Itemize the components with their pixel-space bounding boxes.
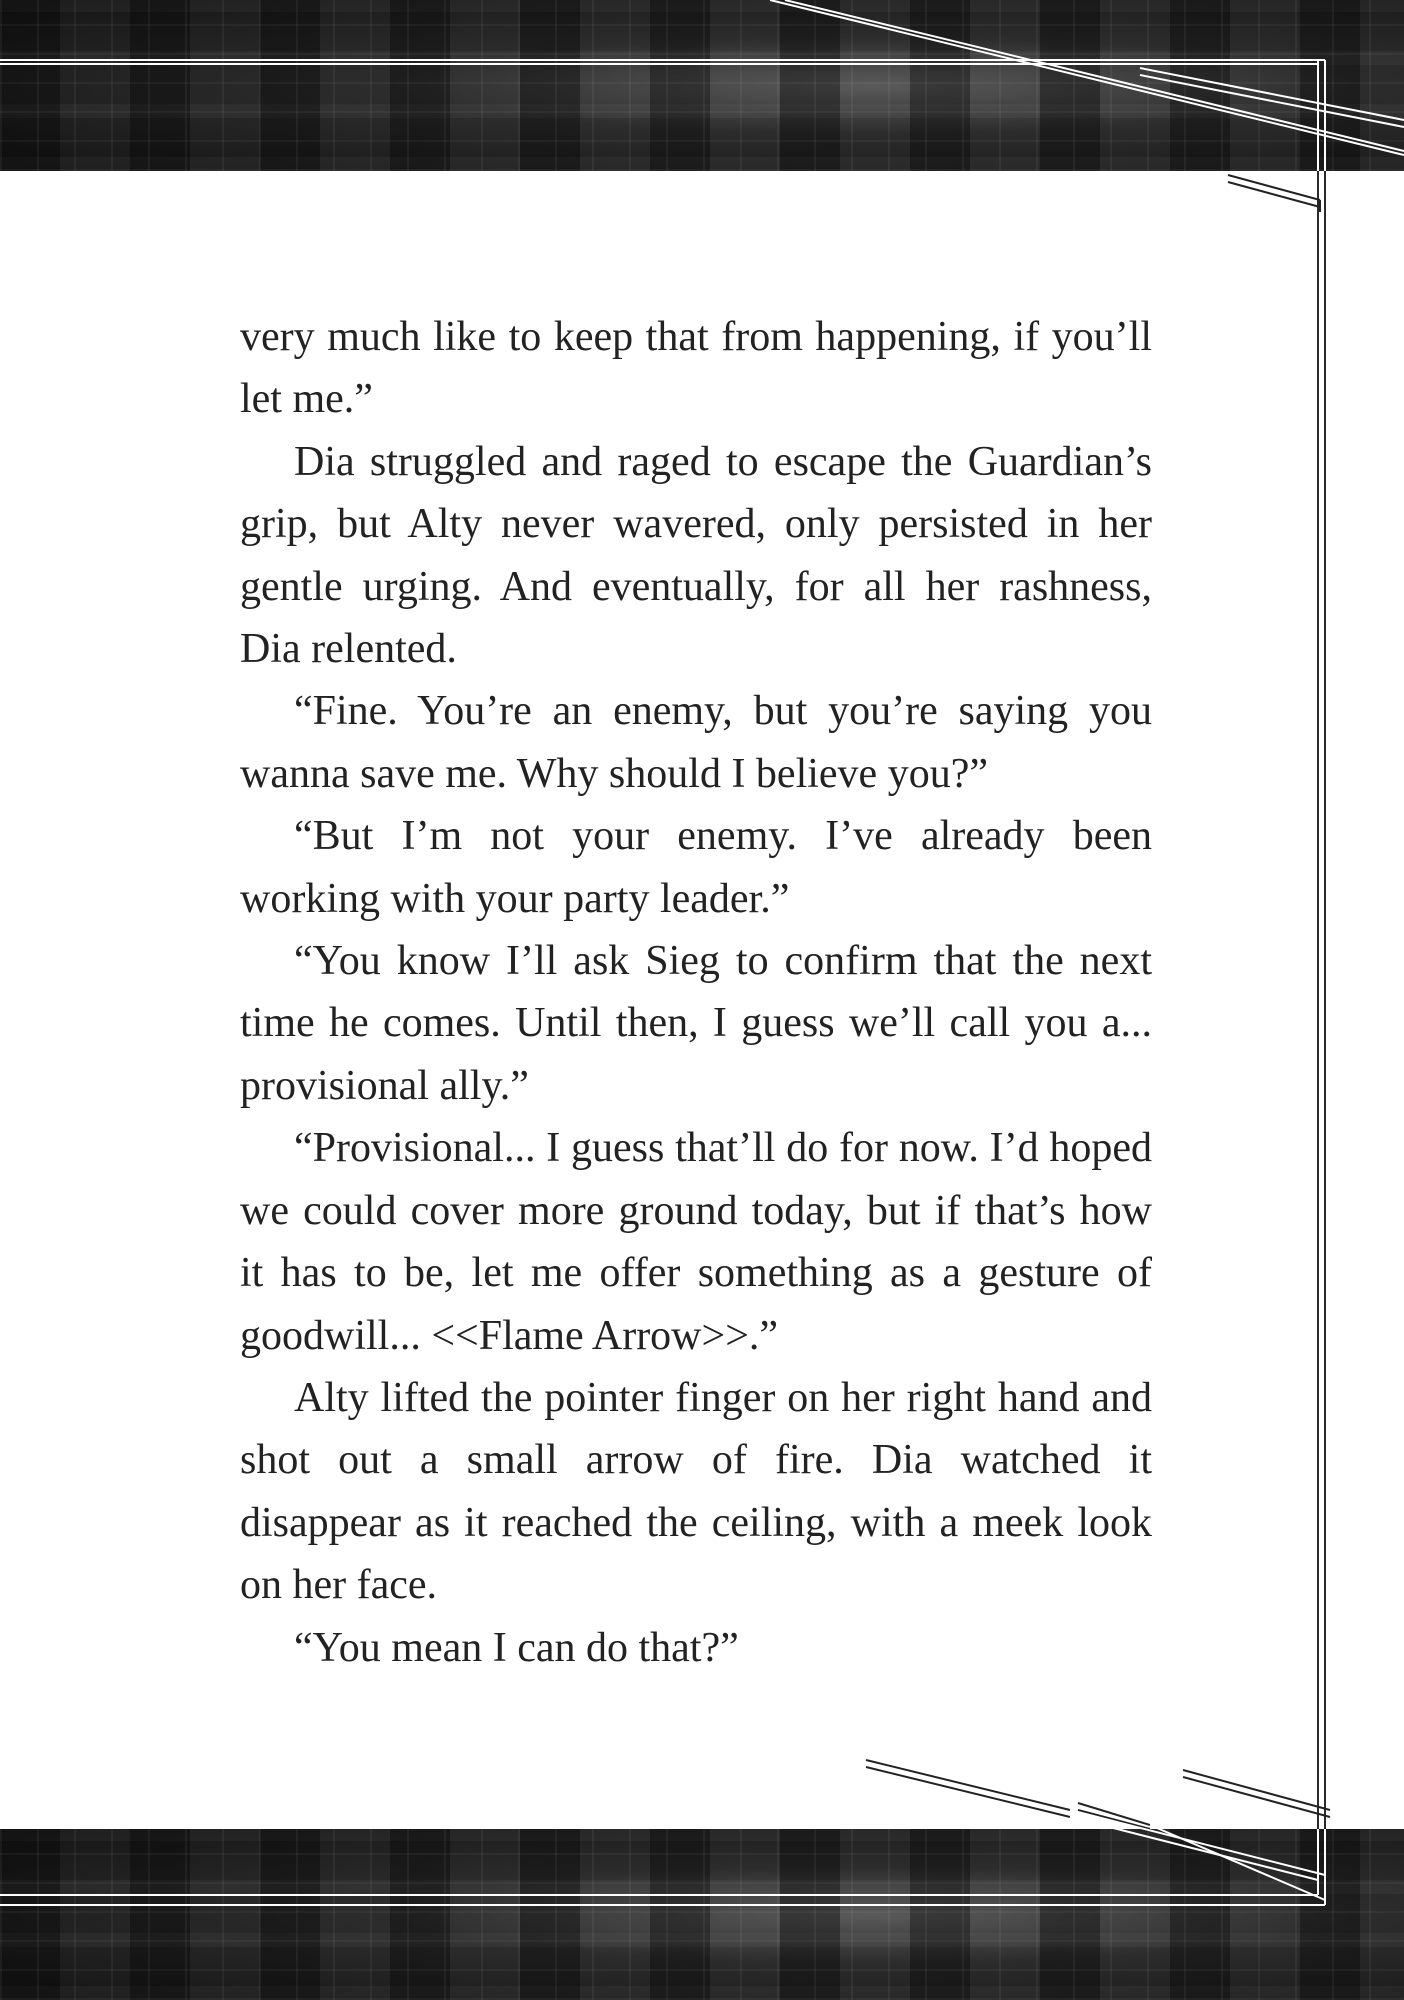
paragraph: Dia struggled and raged to escape the Guardian’s grip, but Alty never wavered, only persisted in her gentle urging. And eventually, for all her rashness, Dia relented. — [240, 438, 1152, 673]
frame-diagonal-accent — [1228, 175, 1320, 200]
frame-diagonal-bottom-1 — [866, 1760, 1070, 1810]
page-body-text — [240, 306, 1152, 1679]
top-decorative-band — [0, 0, 1404, 171]
paragraph: very much like to keep that from happening, if you’ll let me.” — [240, 314, 1152, 423]
paragraph: “But I’m not your enemy. I’ve already been working with your party leader.” — [240, 813, 1152, 922]
paragraph: “Provisional... I guess that’ll do for now. I’d hoped we could cover more ground today, but if that’s how it has to be, let me offer something as a gesture of goodwill... <<Flame Arrow>>.” — [240, 1125, 1152, 1359]
paragraph: Alty lifted the pointer finger on her right hand and shot out a small arrow of fire. Dia watched it disappear as it reached the ceiling, with a meek look on her face. — [240, 1374, 1152, 1609]
paragraph: “You know I’ll ask Sieg to confirm that the next time he comes. Until then, I guess we’ll call you a... provisional ally.” — [240, 938, 1152, 1109]
frame-diagonal-bottom-2 — [1183, 1770, 1330, 1810]
paragraph: “You mean I can do that?” — [294, 1624, 739, 1671]
bottom-decorative-band — [0, 1829, 1404, 2000]
paragraph: “Fine. You’re an enemy, but you’re saying you wanna save me. Why should I believe you?” — [240, 688, 1152, 797]
